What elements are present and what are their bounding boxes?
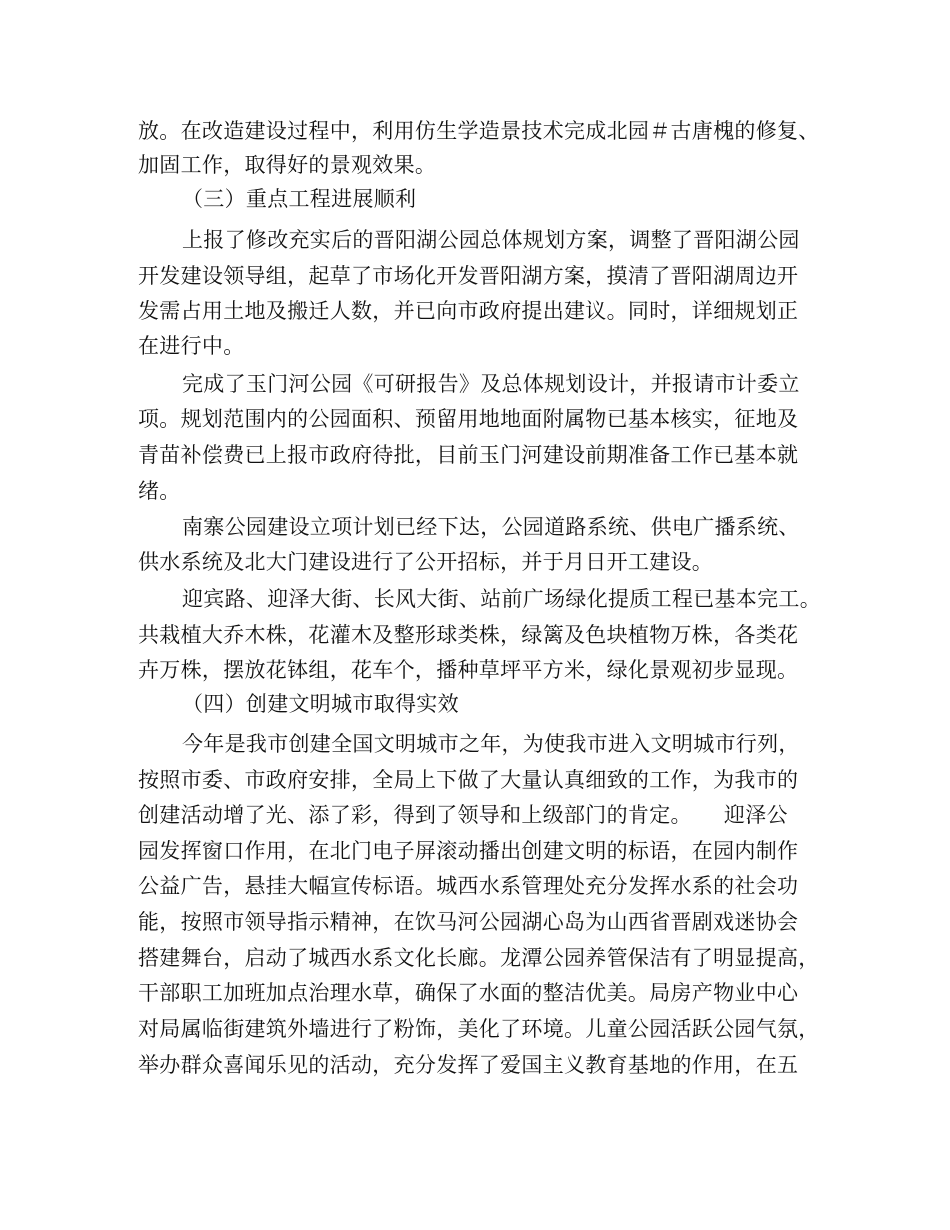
text-line: 开发建设领导组，起草了市场化开发晋阳湖方案，摸清了晋阳湖周边开	[138, 264, 799, 288]
text-line: 搭建舞台，启动了城西水系文化长廊。龙潭公园养管保洁有了明显提高，	[138, 946, 820, 970]
text-line: 干部职工加班加点治理水草，确保了水面的整洁优美。局房产物业中心	[138, 981, 799, 1005]
text-line: 在进行中。	[138, 334, 245, 358]
text-line: 放。在改造建设过程中，利用仿生学造景技术完成北园＃古唐槐的修复、	[138, 119, 820, 143]
text-line: 发需占用土地及搬迁人数，并已向市政府提出建议。同时，详细规划正	[138, 299, 799, 323]
text-line: 加固工作，取得好的景观效果。	[138, 153, 437, 177]
text-line: 对局属临街建筑外墙进行了粉饰，美化了环境。儿童公园活跃公园气氛，	[138, 1017, 820, 1041]
section-heading-4: （四）创建文明城市取得实效	[182, 692, 459, 716]
text-line: 供水系统及北大门建设进行了公开招标，并于月日开工建设。	[138, 550, 714, 574]
paragraph-start: 今年是我市创建全国文明城市之年，为使我市进入文明城市行列，	[182, 732, 800, 756]
text-line: 绪。	[138, 479, 181, 503]
text-line: 能，按照市领导指示精神，在饮马河公园湖心岛为山西省晋剧戏迷协会	[138, 910, 799, 934]
text-line: 青苗补偿费已上报市政府待批，目前玉门河建设前期准备工作已基本就	[138, 443, 799, 467]
paragraph-start: 迎宾路、迎泽大街、长风大街、站前广场绿化提质工程已基本完工。	[182, 587, 821, 611]
paragraph-start: 上报了修改充实后的晋阳湖公园总体规划方案，调整了晋阳湖公园	[182, 228, 800, 252]
text-line: 卉万株，摆放花钵组，花车个，播种草坪平方米，绿化景观初步显现。	[138, 658, 799, 682]
text-line: 公益广告，悬挂大幅宣传标语。城西水系管理处充分发挥水系的社会功	[138, 874, 799, 898]
text-line: 项。规划范围内的公园面积、预留用地地面附属物已基本核实，征地及	[138, 407, 799, 431]
text-line: 按照市委、市政府安排，全局上下做了大量认真细致的工作，为我市的	[138, 768, 799, 792]
paragraph-start: 完成了玉门河公园《可研报告》及总体规划设计，并报请市计委立	[182, 372, 800, 396]
text-line: 举办群众喜闻乐见的活动，充分发挥了爱国主义教育基地的作用，在五	[138, 1053, 799, 1077]
text-line: 共栽植大乔木株，花灌木及整形球类株，绿篱及色块植物万株，各类花	[138, 623, 799, 647]
section-heading-3: （三）重点工程进展顺利	[182, 187, 417, 211]
text-line: 园发挥窗口作用，在北门电子屏滚动播出创建文明的标语，在园内制作	[138, 839, 799, 863]
text-line: 创建活动增了光、添了彩，得到了领导和上级部门的肯定。 迎泽公	[138, 803, 788, 827]
paragraph-start: 南寨公园建设立项计划已经下达，公园道路系统、供电广播系统、	[182, 515, 800, 539]
